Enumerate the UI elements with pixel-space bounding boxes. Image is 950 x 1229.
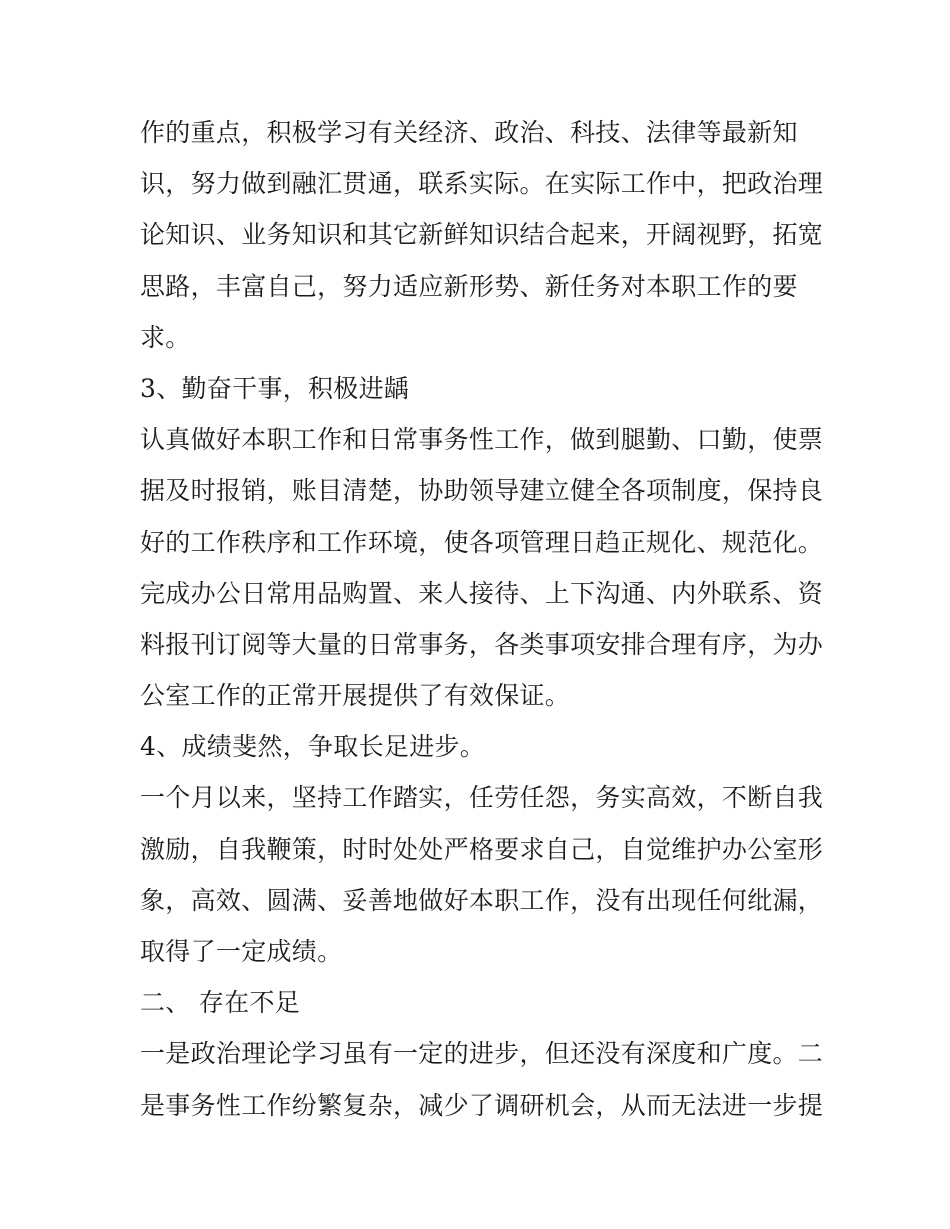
text-line: 料报刊订阅等大量的日常事务，各类事项安排合理有序，为办	[140, 629, 824, 659]
text-line: 据及时报销，账目清楚，协助领导建立健全各项制度，保持良	[140, 476, 824, 506]
text-line: 论知识、业务知识和其它新鲜知识结合起来，开阔视野，拓宽	[140, 220, 824, 250]
text-line: 作的重点，积极学习有关经济、政治、科技、法律等最新知	[140, 118, 798, 147]
text-line: 取得了一定成绩。	[140, 937, 343, 966]
text-line: 求。	[140, 322, 191, 352]
text-line: 是事务性工作纷繁复杂，减少了调研机会，从而无法进一步提	[140, 1090, 824, 1120]
text-line: 思路，丰富自己，努力适应新形势、新任务对本职工作的要	[140, 271, 798, 301]
text-line: 识，努力做到融汇贯通，联系实际。在实际工作中，把政治理	[140, 169, 824, 199]
text-line: 认真做好本职工作和日常事务性工作，做到腿勤、口勤，使票	[140, 425, 824, 455]
text-line: 完成办公日常用品购置、来人接待、上下沟通、内外联系、资	[140, 578, 824, 608]
text-line: 一个月以来，坚持工作踏实，任劳任怨，务实高效，不断自我	[140, 783, 824, 813]
text-line: 激励，自我鞭策，时时处处严格要求自己，自觉维护办公室形	[140, 834, 824, 864]
document-body	[140, 107, 824, 1131]
section-heading: 3、勤奋干事，积极进龋	[140, 373, 410, 403]
text-line: 公室工作的正常开展提供了有效保证。	[140, 681, 571, 711]
section-heading: 4、成绩斐然，争取长足进步。	[140, 732, 486, 762]
text-line: 好的工作秩序和工作环境，使各项管理日趋正规化、规范化。	[140, 527, 824, 557]
text-line: 一是政治理论学习虽有一定的进步，但还没有深度和广度。二	[140, 1039, 824, 1069]
section-heading: 二、 存在不足	[140, 988, 301, 1018]
text-line: 象，高效、圆满、妥善地做好本职工作，没有出现任何纰漏，	[140, 885, 824, 915]
